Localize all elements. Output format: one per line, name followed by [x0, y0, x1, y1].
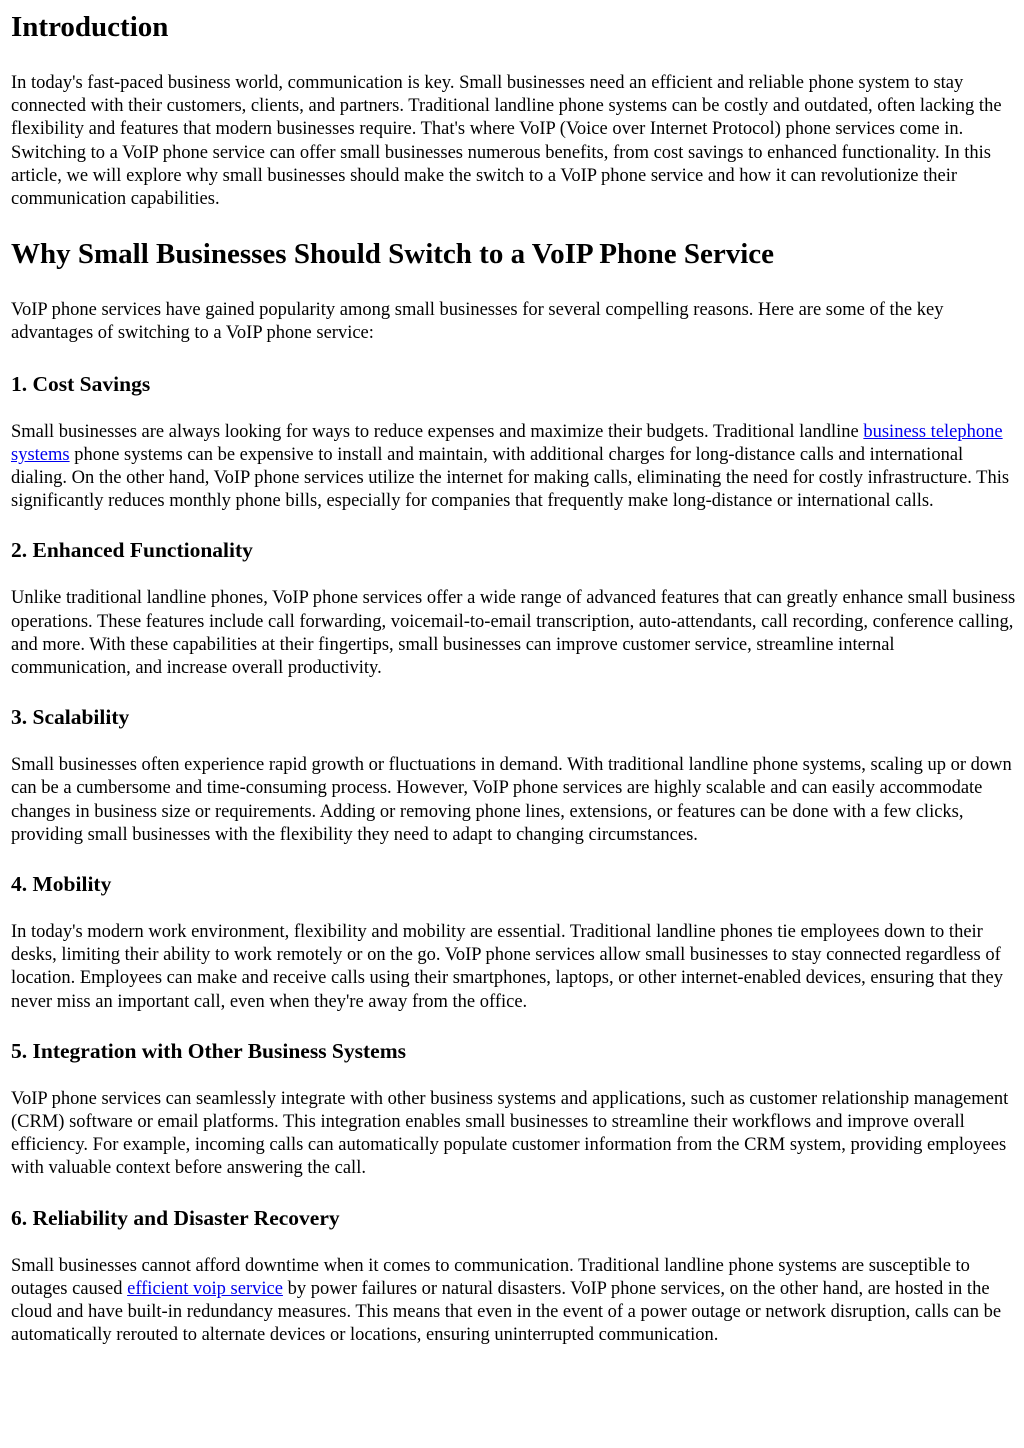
section-paragraph: VoIP phone services can seamlessly integrate with other business systems and applications, such as customer relationship management (CRM) software or email platforms. This integration enables small businesses to streamline their workflows and improve overall efficiency. For example, incoming calls can automatically populate customer information from the CRM system, providing employees with valuable context before answering the call. — [11, 1088, 1009, 1179]
section-paragraph: Unlike traditional landline phones, VoIP phone services offer a wide range of advanced features that can greatly enhance small business operations. These features include call forwarding, voicemail-to-email transcription, auto-attendants, call recording, conference calling, and more. With these capabilities at their fingertips, small businesses can improve customer service, streamline internal communication, and increase overall productivity. — [11, 588, 1016, 679]
section-heading: 2. Enhanced Functionality — [11, 538, 253, 563]
section-heading: 6. Reliability and Disaster Recovery — [11, 1205, 340, 1230]
paragraph-text: phone systems can be expensive to install and maintain, with additional charges for long-distance calls and international dialing. On the other hand, VoIP phone services utilize the internet for making calls, eliminating the need for costly infrastructure. This significantly reduces monthly phone bills, especially for companies that frequently make long-distance or international calls. — [11, 444, 1010, 512]
section-enhanced-functionality — [11, 537, 1016, 680]
section-heading: 3. Scalability — [11, 705, 130, 730]
paragraph-text: Small businesses are always looking for ways to reduce expenses and maximize their budgets. Traditional landline — [11, 421, 864, 442]
paragraph-text: Small businesses cannot afford downtime when it comes to communication. Traditional landline phone systems are susceptible to outages caused — [11, 1255, 970, 1299]
section-paragraph: Small businesses often experience rapid growth or fluctuations in demand. With traditional landline phone systems, scaling up or down can be a cumbersome and time-consuming process. However, VoIP phone services are highly scalable and can easily accommodate changes in business size or requirements. Adding or removing phone lines, extensions, or features can be done with a few clicks, providing small businesses with the flexibility they need to adapt to changing circumstances. — [11, 755, 1012, 845]
section-mobility — [11, 871, 1016, 1014]
intro-heading: Introduction — [11, 11, 169, 43]
intro-paragraph: In today's fast-paced business world, communication is key. Small businesses need an efficient and reliable phone system to stay connected with their customers, clients, and partners. Traditional landline phone systems can be costly and outdated, often lacking the flexibility and features that modern businesses require. That's where VoIP (Voice over Internet Protocol) phone services come in. Switching to a VoIP phone service can offer small businesses numerous benefits, from cost savings to enhanced functionality. In this article, we will explore why small businesses should make the switch to a VoIP phone service and how it can revolutionize their communication capabilities. — [11, 73, 1002, 210]
section-heading: 4. Mobility — [11, 872, 112, 897]
section-cost-savings — [11, 371, 1016, 514]
paragraph-text: by power failures or natural disasters. VoIP phone services, on the other hand, are hosted in the cloud and have built-in redundancy measures. This means that even in the event of a power outage or network disruption, calls can be automatically rerouted to alternate devices or locations, ensuring uninterrupted communication. — [11, 1278, 1002, 1346]
efficient-voip-service-link[interactable]: efficient voip service — [127, 1278, 283, 1299]
business-telephone-systems-link[interactable]: business telephone systems — [11, 421, 1003, 465]
section-reliability — [11, 1205, 1016, 1348]
section-scalability — [11, 704, 1016, 847]
section-heading: 1. Cost Savings — [11, 371, 151, 396]
section-heading: 5. Integration with Other Business Systems — [11, 1038, 406, 1063]
section-paragraph — [11, 421, 1016, 514]
section-integration — [11, 1038, 1016, 1181]
main-paragraph: VoIP phone services have gained popularity among small businesses for several compelling reasons. Here are some of the key advantages of switching to a VoIP phone service: — [11, 300, 944, 344]
section-paragraph: In today's modern work environment, flexibility and mobility are essential. Traditional landline phones tie employees down to their desks, limiting their ability to work remotely or on the go. VoIP phone services allow small businesses to stay connected regardless of location. Employees can make and receive calls using their smartphones, laptops, or other internet-enabled devices, ensuring that they never miss an important call, even when they're away from the office. — [11, 922, 1003, 1012]
main-heading: Why Small Businesses Should Switch to a VoIP Phone Service — [11, 238, 775, 271]
section-paragraph — [11, 1255, 1016, 1348]
